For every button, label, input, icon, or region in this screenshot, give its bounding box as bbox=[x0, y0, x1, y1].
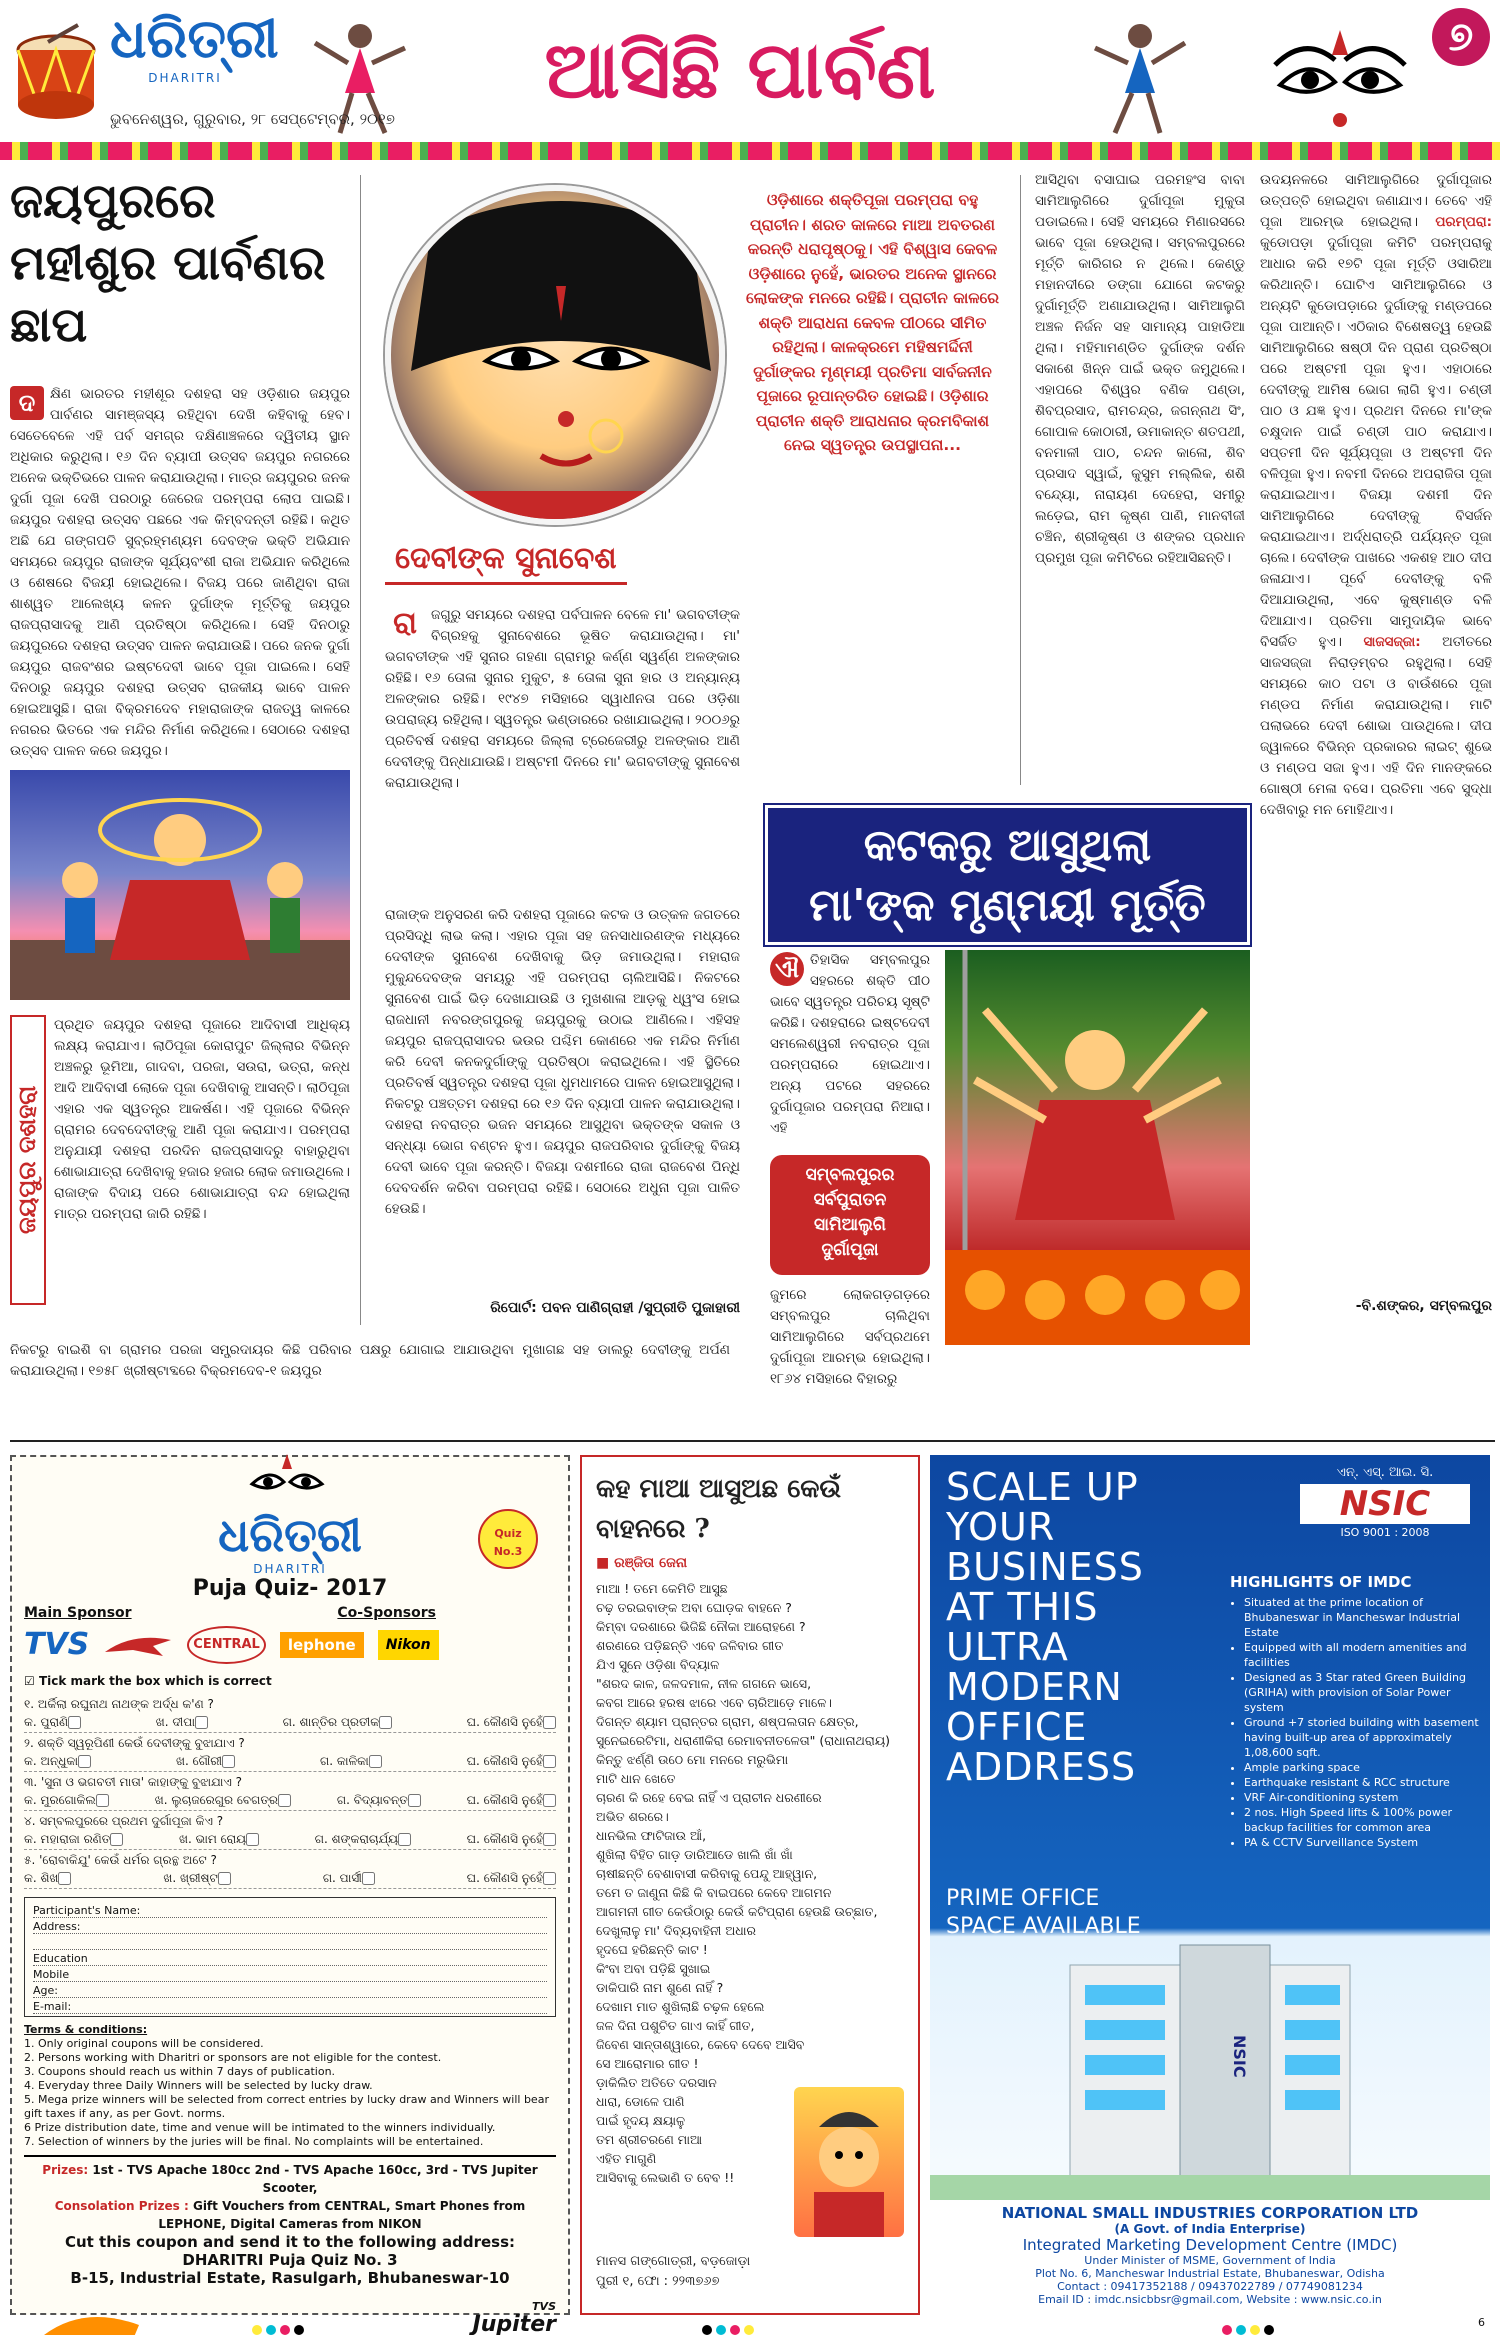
durga-eyes-small-icon bbox=[242, 1449, 332, 1509]
quiz-option-checkbox[interactable] bbox=[58, 1872, 71, 1885]
highlight-item: • Situated at the prime location of Bhubaneswar in Mancheswar Industrial Estate bbox=[1244, 1595, 1480, 1640]
quiz-logo: ଧରିତ୍ରୀ DHARITRI bbox=[218, 1508, 362, 1576]
tick-instruction: ☑ Tick mark the box which is correct bbox=[24, 1674, 272, 1688]
nsic-highlights: HIGHLIGHTS OF IMDC • Situated at the prime location of Bhubaneswar in Mancheswar Industrial Estate • Equipped with all modern amenities and facilities • Designed as 3 Star rated Green Building (GRIHA) with provision of Solar Power system • Ground +7 storied building with basement having built-up area of approximately 1,08,600 sqft. • Ample parking space • Earthquake resistant & RCC structure • VRF Air-conditioning system • 2 nos. High Speed lifts & 100% power backup facilities for common area • PA & CCTV Surveillance System bbox=[1230, 1573, 1480, 1850]
horse-icon bbox=[103, 1630, 173, 1660]
story3-badge: ସମ୍ବଲପୁରର ସର୍ବପୁରାତନ ସାମିଆଲୁଗି ଦୁର୍ଗାପୂଜା bbox=[770, 1155, 930, 1275]
story2-kicker-box bbox=[385, 535, 735, 595]
quiz-question bbox=[24, 1772, 556, 1811]
central-logo: CENTRAL bbox=[187, 1626, 266, 1664]
banner-line2: ମା'ଙ୍କ ମୃଣ୍ମୟୀ ମୂର୍ତ୍ତି bbox=[809, 880, 1206, 931]
sponsor-logos bbox=[24, 1622, 556, 1668]
form-field[interactable]: Address: bbox=[33, 1918, 547, 1934]
story2-body2: ରାଜାଙ୍କ ଅନୁସରଣ କରି ଦଶହରା ପୂଜାରେ କଟକ ଓ ଉତ୍କଳ ଜଗତରେ ପ୍ରସିଦ୍ଧି ଲାଭ କଲା। ଏହାର ପୂଜା ସହ ଜନସାଧାରଣଙ୍କ ମଧ୍ୟରେ ଦେବୀଙ୍କ ସୁନାବେଶ ଦେଖିବାକୁ ଭିଡ଼ ଜମାଉଥିଲା। ମହାରାଜ ମୁକୁନ୍ଦଦେବଙ୍କ ସମୟରୁ ଏହି ପରମ୍ପରା ଚାଲିଆସିଛି। ନିକଟରେ ସୁନାବେଶ ପାଇଁ ଭିଡ଼ ଦେଖାଯାଉଛି ଓ ମୁଖଶାଳା ଆଡ଼କୁ ଧ୍ୱଂସ ହୋଇ bbox=[385, 907, 740, 1007]
nsic-advertisement bbox=[930, 1455, 1490, 2315]
highlight-item: • Ample parking space bbox=[1244, 1760, 1480, 1775]
quiz-option-checkbox[interactable] bbox=[195, 1716, 208, 1729]
sambalpur-idol-photo bbox=[945, 950, 1250, 1345]
quiz-option[interactable]: ଖ. ଭାମ ରୋୟ bbox=[179, 1830, 259, 1848]
quiz-option-checkbox[interactable] bbox=[543, 1755, 556, 1768]
quiz-option-checkbox[interactable] bbox=[398, 1833, 411, 1846]
goddess-eyes-icon bbox=[1260, 10, 1420, 140]
form-field[interactable]: Participant's Name: bbox=[33, 1902, 547, 1918]
section-title: ଆସିଛି ପାର୍ବଣ bbox=[544, 25, 936, 116]
form-field[interactable]: E-mail: bbox=[33, 1998, 547, 2014]
story3-banner bbox=[765, 805, 1250, 945]
quiz-option[interactable]: ଖ. ଖ୍ରୀଷ୍ଟ bbox=[163, 1869, 230, 1887]
masthead-logo: ଧରିତ୍ରୀ DHARITRI bbox=[110, 6, 279, 85]
story3-dropcap: ଐ bbox=[770, 952, 804, 986]
quiz-option-checkbox[interactable] bbox=[362, 1872, 375, 1885]
masthead bbox=[0, 0, 1500, 160]
term-item: 7. Selection of winners by the juries will be final. No complaints will be entertained. bbox=[24, 2135, 484, 2148]
registration-marks-3 bbox=[1220, 2320, 1276, 2335]
scooter-icon bbox=[24, 2295, 154, 2335]
quiz-option[interactable]: ଘ. କୌଣସି ନୁହେଁ bbox=[467, 1752, 556, 1770]
story2-intro: ଓଡ଼ିଶାରେ ଶକ୍ତିପୂଜା ପରମ୍ପରା ବହୁ ପ୍ରାଚୀନ। ଶରତ କାଳରେ ମାଆ ଅବତରଣ କରନ୍ତି ଧରାପୃଷ୍ଠକୁ। ଏହି ବିଶ୍ୱାସ କେବଳ ଓଡ଼ିଶାରେ ନୁହେଁ, ଭାରତର ଅନେକ ସ୍ଥାନରେ ଲୋକଙ୍କ ମନରେ ରହିଛି। ପ୍ରାଚୀନ କାଳରେ ଶକ୍ତି ଆରାଧନା କେବଳ ପୀଠରେ ସୀମିତ ରହିଥିଲା। କାଳକ୍ରମେ ମହିଷମର୍ଦ୍ଦିନୀ ଦୁର୍ଗାଙ୍କର ମୃଣ୍ମୟୀ ପ୍ରତିମା ସାର୍ବଜନୀନ ପୂଜାରେ ରୂପାନ୍ତରିତ ହୋଇଛି। ଓଡ଼ିଶାର ପ୍ରାଚୀନ ଶକ୍ତି ଆରାଧନାର କ୍ରମବିକାଶ ନେଇ ସ୍ୱତନ୍ତ୍ର ଉପସ୍ଥାପନା... bbox=[746, 191, 999, 454]
term-item: 4. Everyday three Daily Winners will be selected by lucky draw. bbox=[24, 2079, 373, 2092]
form-field[interactable]: Education bbox=[33, 1950, 547, 1966]
goddess-face-photo bbox=[385, 185, 725, 525]
story3-body-end: ଜୁମରେ ଲୋକଗଡ଼ଗଡ଼ରେ ସମ୍ବଲପୁର ଚାଲିଥିବା ସାମିଆଲୁଗିରେ ସର୍ବପ୍ରଥମେ ଦୁର୍ଗାପୂଜା ଆରମ୍ଭ ହୋଇଥିଲା। ୧୮୬୪ ମସିହାରେ ବିହାରରୁ bbox=[770, 1287, 930, 1387]
story1-body3: ନିକଟରୁ ବାଇଶି ବା ଗ୍ରାମର ପରଜା ସମ୍ପ୍ରଦାୟର କିଛି ପରିବାର ପକ୍ଷରୁ ଯୋଗାଇ ଆଯାଉଥିବା ମୁଖାଗଛ ସହ ଡାଲରୁ ଦେବୀଙ୍କୁ ଅର୍ପଣ କରାଯାଉଥିଲା। ୧୭୫୮ ଖ୍ରୀଷ୍ଟାବ୍ଦରେ ବିକ୍ରମଦେବ-୧ ଜୟପୁର bbox=[10, 1342, 730, 1379]
story2-body3: ରାଜଧାନୀ ନବରଙ୍ଗପୁରକୁ ଜୟପୁରକୁ ଉଠାଇ ଆଣିଲେ। ଏହିସହ ଜୟପୁର ରାଜପ୍ରାସାଦର ଭଉର ପଶ୍ଚିମ କୋଣରେ ଏକ ମନ୍ଦିର ନିର୍ମାଣ କରି ଦେବୀ କନକଦୁର୍ଗାଙ୍କୁ ପ୍ରତିଷ୍ଠା କରାଇଥିଲେ। ଏହି ସ୍ଥିତିରେ ପ୍ରତିବର୍ଷ ସ୍ୱତନ୍ତ୍ର ଦଶହରା ପୂଜା ଧୁମଧାମରେ ପାଳନ ହୋଇଆସୁଥିଲା। ନିକଟରୁ ପଞ୍ଚତ୍ତମ ଦଶହରା ରେ ୧୬ ଦିନ ବ୍ୟାପୀ ପାଳନ କରାଯାଉଥିଲା। ଦଶହରା ନବରାତ୍ର ଭଜନ ସମୟରେ ଆସୁଥିବା ଭକ୍ତଙ୍କ ସକାଳ ଓ ସନ୍ଧ୍ୟା ଭୋଗ ବଣ୍ଟନ ହୁଏ। ଜୟପୁର ରାଜପରିବାର ଦୁର୍ଗାଙ୍କୁ ବିଜୟ ଦେବୀ ଭାବେ ପୂଜା କରନ୍ତି। ବିଜୟା ଦଶମୀରେ ରାଜା ରାଜବେଶ ପିନ୍ଧି ଦେବଦର୍ଶନ କରିବା ପରମ୍ପରା ରହିଛି। ସେଠାରେ ଅଧୁନା ପୂଜା ପାଳିତ ହେଉଛି। bbox=[385, 1012, 740, 1217]
poem-title: କହ ମାଆ ଆସୁଅଛ କେଉଁ ବାହନରେ ? bbox=[596, 1474, 842, 1544]
tvs-logo: TVS bbox=[24, 1627, 90, 1662]
highlight-item: • VRF Air-conditioning system bbox=[1244, 1790, 1480, 1805]
dancer-right-icon bbox=[1080, 18, 1200, 138]
term-item: 2. Persons working with Dharitri or sponsors are not eligible for the contest. bbox=[24, 2051, 442, 2064]
highlight-item: • PA & CCTV Surveillance System bbox=[1244, 1835, 1480, 1850]
form-field[interactable]: Age: bbox=[33, 1982, 547, 1998]
lephone-logo: lephone bbox=[280, 1632, 364, 1658]
term-item: 5. Mega prize winners will be selected from correct entries by lucky draw and Winners will bear gift taxes if any, as per Govt. norms. bbox=[24, 2093, 549, 2120]
poem-goddess-image bbox=[794, 2087, 904, 2237]
story3-col1: ଆସିଥିବା ବସାଘାଇ ପରମହଂସ ବାବା ସାମିଆଲୁଗିରେ ଦୁର୍ଗାପୂଜା ମୁକୁତା ପଡାଇଲେ। ସେହି ସମୟରେ ମିଣାରସରେ ଭାବେ ପୂଜା ହେଉଥିଲା। ସମ୍ବଲପୁରରେ ମୂର୍ତ୍ତି କାରିଗର ନ ଥିଲେ। କେଣ୍ଡୁ ମହାନଦୀରେ ଡଙ୍ଗା ଯୋଗେ କଟକରୁ ଦୁର୍ଗାମୂର୍ତ୍ତି ଅଣାଯାଉଥିଲା। ସାମିଆଲୁଗି ଅଞ୍ଚଳ ନିର୍ଜନ ସହ ସାମାନ୍ୟ ପାହାଡିଆ ଥିଲା। ମହିମାମଣ୍ଡିତ ଦୁର୍ଗାଙ୍କ ଦର୍ଶନ ସକାଶେ ଖିନ୍ନ ପାଇଁ ଭକ୍ତ ଜମୁଥିଲେ। ଏହାପରେ ବିଶ୍ୱର ବଣିକ ପଣ୍ଡା, ଶିବପ୍ରସାଦ, ରାମଚନ୍ଦ୍ର, ଜଗନ୍ନାଥ ସିଂ, ଗୋପାଳ କୋଠାରୀ, ଉମାକାନ୍ତ ଶତପଥୀ, ବନମାଳୀ ପାଠ, ଚନ୍ଦନ କାଳୋ, ଶିବ ପ୍ରସାଦ ସ୍ୱାଇଁ, କୁସୁମ ମଲ୍ଲିକ, ଶଶି ବନ୍ଦ୍ୟୋ, ନାରାୟଣ ଦେହେରା, ସମୀରୁ ଲଡ଼େଇ, ରାମ କୃଷ୍ଣ ପାଣି, ମାନବୀଜୀ ଚଞ୍ଚିନ, ଶ୍ରୀକୃଷ୍ଣ ଓ ଶଙ୍କର ପ୍ରଧାନ ପ୍ରମୁଖ ପୂଜା କମିଟିରେ ରହିଆସିଛନ୍ତି। bbox=[1035, 172, 1245, 566]
page-number: ୭ bbox=[1432, 8, 1490, 66]
quiz-title: Puja Quiz- 2017 bbox=[192, 1576, 388, 1601]
quiz-option-checkbox[interactable] bbox=[222, 1755, 235, 1768]
highlight-item: • Equipped with all modern amenities and facilities bbox=[1244, 1640, 1480, 1670]
poem-signature: ମାନସ ଗଙ୍ଗୋତ୍ରୀ, ବଡ଼ଜୋଡ଼ା ପୁରୀ ୧, ଫୋ : ୨୨୩୭୬୭ bbox=[596, 2254, 751, 2289]
jupiter-logo: Jupiter bbox=[472, 2312, 556, 2335]
term-item: 6 Prize distribution date, time and venue will be intimated to the winners individually. bbox=[24, 2121, 496, 2134]
term-item: 3. Coupons should reach us within 7 days of publication. bbox=[24, 2065, 336, 2078]
quiz-question bbox=[24, 1733, 556, 1772]
quiz-question-text: ୧. ଅର୍କିଲା ରଘୁନାଥ ନାଥଙ୍କ ଅର୍ଦ୍ଧ କ'ଣ ? bbox=[24, 1697, 214, 1711]
story1-body: ଦ କ୍ଷିଣ ଭାରତର ମହୀଶୂର ଦଶହରା ସହ ଓଡ଼ିଶାର ଜୟପୁର ପାର୍ବଣର ସାମଞ୍ଜସ୍ୟ ରହିଥିବା ଦେଖି କହିବାକୁ ହେବ। ସେତେବେଳେ ଏହି ପର୍ବ ସମଗ୍ର ଦକ୍ଷିଣାଞ୍ଚଳରେ ଦ୍ୱିତୀୟ ସ୍ଥାନ ଅଧିକାର କରୁଥିଲା। ୧୬ ଦିନ ବ୍ୟାପୀ ଉତ୍ସବ ଜୟପୁର ନଗରରେ ଅନେକ ଭକ୍ତିଭରେ ପାଳନ କରାଯାଉଥିଲା। ମାତ୍ର ଜୟପୁରର ଜନକ ଦୁର୍ଗା ପୂଜା ଦେଖି ପରଠାରୁ ଜେରେଜ ପରମ୍ପରା ଲୋପ ପାଇଛି। ଜୟପୁର ଦଶହରା ଉତ୍ସବ ପଛରେ ଏକ କିମ୍ବଦନ୍ତୀ ରହିଛି। କଥିତ ଅଛି ଯେ ଗଙ୍ଗପତି ସୁବ୍ରହ୍ମଣ୍ୟମ ଦେବଙ୍କ ଭକ୍ତି ଅଭିଯାନ ସମୟରେ ଜୟପୁର ରାଜାଙ୍କ ସୂର୍ଯ୍ୟବଂଶୀ ରାଜା ଅଭିଯାନ କରିଥିଲେ ଓ ଶେଷରେ ବିଜୟୀ ହୋଇଥିଲେ। ବିଜୟ ପରେ ଜାଣିଥିବା ରାଜା ଶାଶ୍ୱତ ଆଲେଖ୍ୟ କଳନ ଦୁର୍ଗାଙ୍କ ମୂର୍ତ୍ତିକୁ ଜୟପୁର ରାଜପ୍ରାସାଦକୁ ଆଣି ପ୍ରତିଷ୍ଠା କରିଥିଲେ। ସେହି ଦିନଠାରୁ ଜୟପୁରରେ ଦଶହରା ଉତ୍ସବ ପାଳନ କରାଯାଉଛି। ପରେ ଜନକ ଦୁର୍ଗା ଜୟପୁର ରାଜବଂଶର ଇଷ୍ଟଦେବୀ ଭାବେ ପୂଜା ପାଇଲେ। ସେହି ଦିନଠାରୁ ଜୟପୁର ଦଶହରା ଉତ୍ସବ ରାଜକୀୟ ଭାବେ ପାଳନ ହୋଇଆସୁଛି। ରାଜା ବିକ୍ରମଦେବ ମହାରାଜାଙ୍କ ରାଜତ୍ୱ କାଳରେ ନଗରର ଭିତରେ ଏକ ମନ୍ଦିର ନିର୍ମାଣ କରିଥିଲେ। ସେଠାରେ ଦଶହରା ଉତ୍ସବ ପାଳନ କରେ ଜୟପୁର। bbox=[10, 386, 350, 759]
puja-quiz-coupon bbox=[10, 1455, 570, 2335]
footer-page-marker: 6 bbox=[1478, 2316, 1485, 2329]
quiz-option[interactable]: ଘ. କୌଣସି ନୁହେଁ bbox=[467, 1713, 556, 1731]
banner-line1: କଟକରୁ ଆସୁଥିଲା bbox=[863, 820, 1152, 871]
quiz-option[interactable]: କ. ମୁରଗୋକିଲ bbox=[24, 1791, 109, 1809]
quiz-question-text: ୩. 'ସୁନା ଓ ଭଗବତୀ ମାତା' କାହାଙ୍କୁ ବୁଝାଯାଏ ? bbox=[24, 1775, 242, 1789]
story-jaypur bbox=[10, 170, 350, 1330]
quiz-option[interactable]: କ. ମହାରାଜା ରଣିତ bbox=[24, 1830, 123, 1848]
quiz-question-text: ୨. ଶକ୍ତି ସ୍ୱରୂପିଣୀ କେଉଁ ଦେବୀଙ୍କୁ ବୁଝାଯାଏ ? bbox=[24, 1736, 245, 1750]
registration-marks-2 bbox=[700, 2320, 756, 2335]
column-rule bbox=[360, 175, 361, 1325]
story1-headline: ଜୟପୁରରେ ମହୀଶୁର ପାର୍ବଣର ଛାପ bbox=[10, 173, 326, 353]
story2-byline: ରିପୋର୍ଟ: ପବନ ପାଣିଗ୍ରାହୀ /ସୁପ୍ରୀତି ପୁଜାହାରୀ bbox=[490, 1300, 740, 1316]
drum-icon bbox=[8, 20, 103, 125]
quiz-option[interactable]: ଖ. ଦୀପା bbox=[156, 1713, 208, 1731]
story3-col2: ଉଦୟନଳରେ ସାମିଆଲୁଗିରେ ଦୁର୍ଗାପୂଜାର ଉତ୍ପତ୍ତି ହୋଇଥିବା ଜଣାଯାଏ। ତେବେ ଏହି ପୂଜା ଆରମ୍ଭ ହୋଇଥିଲା। ପରମ୍ପରା: କୁଡୋପଡ଼ା ଦୁର୍ଗାପୂଜା କମିଟି ପରମ୍ପରାକୁ ଆଧାର କରି ୧୭ଟି ପୂଜା ମୂର୍ତ୍ତି ଓସାରିଆ କରିଥାନ୍ତି। ଘୋଟିଏ ସାମିଆଲୁଗିରେ ଓ ଅନ୍ୟଟି କୁଡୋପଡ଼ାରେ ଦୁର୍ଗାଙ୍କୁ ମଣ୍ଡପରେ ପୂଜା ପାଆନ୍ତି। ଏଠିକାର ବିଶେଷତ୍ୱ ହେଉଛି ସାମିଆଲୁଗିରେ ଷଷ୍ଠୀ ଦିନ ପ୍ରାଣ ପ୍ରତିଷ୍ଠା ପରେ ଅଷ୍ଟମୀ ପୂଜା ହୁଏ। ଏହାଠାରେ ଦେବୀଙ୍କୁ ଆମିଷ ଭୋଗ ଲାଗି ହୁଏ। ଚଣ୍ଡୀ ପାଠ ଓ ଯଜ୍ଞ ହୁଏ। ପ୍ରଥମ ଦିନରେ ମା'ଙ୍କ ଚକ୍ଷୁଦାନ ପାଇଁ ଚଣ୍ଡୀ ପାଠ କରାଯାଏ। ସପ୍ତମୀ ଦିନ ସୂର୍ଯ୍ୟପୂଜା ଓ ଅଷ୍ଟମୀ ଦିନ ବଳିପୂଜା ହୁଏ। ନବମୀ ଦିନରେ ଅପରାଜିତା ପୂଜା କରାଯାଇଥାଏ। ବିଜୟା ଦଶମୀ ଦିନ ସାମିଆଲୁଗିରେ ଦେବୀଙ୍କୁ ବିସର୍ଜନ କରାଯାଇଥାଏ। ଅର୍ଦ୍ଧରାତ୍ରି ପର୍ଯ୍ୟନ୍ତ ପୂଜା ଚାଲେ। ଦେବୀଙ୍କ ପାଖରେ ଏକଶହ ଆଠ ଦୀପ ଜଳାଯାଏ। ପୂର୍ବେ ଦେବୀଙ୍କୁ ବଳି ଦିଆଯାଉଥିଲା, ଏବେ କୁଷ୍ମାଣ୍ଡ ବଳି ଦିଆଯାଏ। ପ୍ରତିମା ସାମୁଦାୟିକ ଭାବେ ବିସର୍ଜିତ ହୁଏ। ସାଜସଜ୍ଜା: ଅତୀତରେ ସାଜସଜ୍ଜା ନିରାଡ଼ମ୍ବର ରହୁଥିଲା। ସେହି ସମୟରେ କାଠ ପଟା ଓ ବାଉଁଶରେ ପୂଜା ମଣ୍ଡପ ନିର୍ମାଣ କରାଯାଉଥିଲା। ମାଟି ପଲାଭରେ ଦେବୀ ଶୋଭା ପାଉଥିଲେ। ଦୀପ ଜ୍ୱାଳରେ ବିଭିନ୍ନ ପ୍ରକାରର ଲାଇଟ୍ ଶୁଭେ ଓ ମଣ୍ଡପ ସଜା ହୁଏ। ଏହି ଦିନ ମାନଙ୍କରେ ଗୋଷ୍ଠୀ ମେଳା ବସେ। ପ୍ରତିମା ଏବେ ସୁଦ୍ଧା ଦେଖିବାରୁ ମନ ମୋହିଥାଏ। bbox=[1260, 172, 1492, 818]
quiz-option-checkbox[interactable] bbox=[246, 1833, 259, 1846]
quiz-questions bbox=[24, 1694, 556, 1889]
quiz-option-checkbox[interactable] bbox=[78, 1755, 91, 1768]
parampara-label: ପରମ୍ପରା: bbox=[1435, 214, 1492, 230]
nsic-contact: NATIONAL SMALL INDUSTRIES CORPORATION LTD (A Govt. of India Enterprise) Integrated Marketing Development Centre (IMDC) Under Minister of MSME, Government of India Plot No. 6, Mancheswar Industrial Estate, Bhubaneswar, Odisha Contact : 09417352188 / 09437022789 / 07749081234 Email ID : imdc.nsicbbsr@gmail.com, Website : www.nsic.co.in bbox=[930, 2200, 1490, 2315]
nsic-logo: NSIC bbox=[1300, 1484, 1470, 1524]
quiz-option-checkbox[interactable] bbox=[68, 1716, 81, 1729]
quiz-option-checkbox[interactable] bbox=[110, 1833, 123, 1846]
story3-body: ଐ ତିହାସିକ ସମ୍ବଲପୁର ସହରରେ ଶକ୍ତି ପୀଠ ଭାବେ ସ୍ୱତନ୍ତ୍ର ପରିଚୟ ସୃଷ୍ଟି କରିଛି। ଦଶହରାରେ ଇଷ୍ଟଦେବୀ ସମଲେଶ୍ୱରୀ ନବରାତ୍ର ପୂଜା ପରମ୍ପରାରେ ହୋଇଥାଏ। ଅନ୍ୟ ପଟରେ ସହରରେ ଦୁର୍ଗାପୂଜାର ପରମ୍ପରା ନିଆରା। ଏହି bbox=[770, 952, 930, 1136]
poem-goddess-photo bbox=[794, 2087, 904, 2237]
quiz-footer-ad: TVS Jupiter bbox=[24, 2295, 556, 2335]
sponsor-labels: Main Sponsor Co-Sponsors bbox=[24, 1605, 436, 1621]
quiz-option[interactable]: କ. ଶିଖ bbox=[24, 1869, 71, 1887]
quiz-question bbox=[24, 1850, 556, 1889]
highlight-item: • Ground +7 storied building with basement having built-up area of approximately 1,08,600 sqft. bbox=[1244, 1715, 1480, 1760]
quiz-option[interactable]: ଖ. ଲୁଚାଜରେଗୁର ବେଗତ୍ର bbox=[155, 1791, 291, 1809]
quiz-option-checkbox[interactable] bbox=[96, 1794, 109, 1807]
quiz-badge: Quiz No.3 bbox=[478, 1509, 538, 1569]
quiz-question-text: ୫. 'ରୋବାକିଯୁ' କେଉଁ ଧର୍ମର ଗ୍ରନ୍ଥ ଅଟେ ? bbox=[24, 1853, 217, 1867]
goddess-face-image bbox=[391, 191, 725, 525]
masthead-border bbox=[0, 142, 1500, 160]
quiz-option[interactable]: ଖ. ଗୌରୀ bbox=[176, 1752, 235, 1770]
quiz-option[interactable]: କ. ପୁରାଣି bbox=[24, 1713, 81, 1731]
participant-form bbox=[24, 1897, 556, 2017]
story1-body2: ପ୍ରଥିତ ଜୟପୁର ଦଶହରା ପୂଜାରେ ଆଦିବାସୀ ଆଧିକ୍ୟ ଲକ୍ଷ୍ୟ କରାଯାଏ। ଲାଠିପୂଜା କୋରାପୁଟ ଜିଲ୍ଲାର ବିଭିନ୍ନ ଅଞ୍ଚଳରୁ ଭୂମିଆ, ଗାଦବା, ପରଜା, ସଉରା, ଭତ୍ରା, କନ୍ଧ ଆଦି ଆଦିବାସୀ ଲୋକେ ପୂଜା ଦେଖିବାକୁ ଆସନ୍ତି। ଲାଠିପୂଜା ଏହାର ଏକ ସ୍ୱତନ୍ତ୍ର ଆକର୍ଷଣ। ଏହି ପୂଜାରେ ବିଭିନ୍ନ ଗ୍ରାମର ଦେବଦେବୀଙ୍କୁ ଆଣି ପୂଜା କରାଯାଏ। ପରମ୍ପରା ଅନୁଯାୟୀ ଦଶହରା ପରଦିନ ରାଜପ୍ରାସାଦରୁ ବାହାରୁଥିବା ଶୋଭାଯାତ୍ରା ଦେଖିବାକୁ ହଜାର ହଜାର ଲୋକ ଜମାଉଥିଲେ। ରାଜାଙ୍କ ବିଦାୟ ପରେ ଶୋଭାଯାତ୍ରା ବନ୍ଦ ହୋଇଥିଲା ମାତ୍ର ପରମ୍ପରା ଜାରି ରହିଛି। bbox=[54, 1017, 350, 1222]
story3-byline: -ବି.ଶଙ୍କର, ସମ୍ବଲପୁର bbox=[1355, 1298, 1492, 1314]
highlight-item: • 2 nos. High Speed lifts & 100% power backup facilities for common area bbox=[1244, 1805, 1480, 1835]
story1-vertical-caption: ଜୟପୁର ଦଶହରା bbox=[10, 1015, 46, 1305]
quiz-option-checkbox[interactable] bbox=[379, 1716, 392, 1729]
nsic-headline: SCALE UP YOUR BUSINESS AT THIS ULTRA MODERN OFFICE ADDRESS bbox=[946, 1465, 1144, 1789]
sajasajja-label: ସାଜସଜ୍ଜା: bbox=[1363, 634, 1421, 650]
quiz-option-checkbox[interactable] bbox=[543, 1872, 556, 1885]
dateline: ଭୁବନେଶ୍ୱର, ଗୁରୁବାର, ୨୮ ସେପ୍ଟେମ୍ବର, ୨୦୧୭ bbox=[110, 110, 395, 128]
quiz-option[interactable]: ଗ. ଶଙ୍କରାଚାର୍ଯ୍ୟ bbox=[315, 1830, 411, 1848]
story1-dropcap: ଦ bbox=[10, 386, 44, 420]
quiz-question bbox=[24, 1811, 556, 1850]
nikon-logo: Nikon bbox=[378, 1630, 439, 1660]
quiz-question bbox=[24, 1694, 556, 1733]
form-fields bbox=[33, 1902, 547, 2014]
registration-marks bbox=[250, 2320, 306, 2335]
quiz-option[interactable]: କ. ଅନ୍ଧୁକା bbox=[24, 1752, 91, 1770]
quiz-question-text: ୪. ସମ୍ବଲପୁରରେ ପ୍ରଥମ ଦୁର୍ଗାପୂଜା କିଏ ? bbox=[24, 1814, 224, 1828]
form-field[interactable]: Mobile bbox=[33, 1966, 547, 1982]
sambalpur-idol-image bbox=[945, 950, 1250, 1345]
quiz-option-checkbox[interactable] bbox=[408, 1794, 421, 1807]
quiz-option-checkbox[interactable] bbox=[369, 1755, 382, 1768]
poem-box bbox=[580, 1455, 920, 2315]
highlight-item: • Designed as 3 Star rated Green Building (GRIHA) with provision of Solar Power system bbox=[1244, 1670, 1480, 1715]
quiz-option-checkbox[interactable] bbox=[278, 1794, 291, 1807]
quiz-terms: Terms & conditions: 1. Only original coupons will be considered. 2. Persons working with Dharitri or sponsors are not eligible for the contest. 3. Coupons should reach us within 7 days of publication. 4. Everyday three Daily Winners will be selected by lucky draw. 5. Mega prize winners will be selected from correct entries by lucky draw and Winners will bear gift taxes if any, as per Govt. norms. 6 Prize distribution date, time and venue will be intimated to the winners individually. 7. Selection of winners by the juries will be final. No complaints will be entertained. bbox=[24, 2023, 556, 2149]
quiz-option-checkbox[interactable] bbox=[218, 1872, 231, 1885]
highlight-item: • Earthquake resistant & RCC structure bbox=[1244, 1775, 1480, 1790]
column-rule-2 bbox=[1020, 175, 1021, 785]
quiz-option-checkbox[interactable] bbox=[543, 1794, 556, 1807]
quiz-option[interactable]: ଗ. କାଳିକା bbox=[320, 1752, 382, 1770]
quiz-option[interactable]: ଗ. ବିଦ୍ୟାବନ୍ତ bbox=[337, 1791, 421, 1809]
story2-body1: ରା ଜଗୁରୁ ସମୟରେ ଦଶହରା ପର୍ବପାଳନ ବେଳେ ମା' ଭଗବତୀଙ୍କ ବିଗ୍ରହକୁ ସୁନାବେଶରେ ଭୂଷିତ କରାଯାଉଥିଲା। ମା' ଭଗବତୀଙ୍କ ଏହି ସୁନାର ଗହଣା ଗ୍ରାମରୁ କର୍ଣ୍ଣ ସ୍ୱର୍ଣ୍ଣ ଅଳଙ୍କାର ରହିଛି। ୧୬ ତୋଳା ସୁନାର ମୁକୁଟ, ୫ ତୋଳା ସୁନା ହାର ଓ ଅନ୍ୟାନ୍ୟ ଅଳଙ୍କାର ରହିଛି। ୧୯୪୭ ମସିହାରେ ସ୍ୱାଧୀନତା ପରେ ଓଡ଼ିଶା ଉପରାଜ୍ୟ ରହିଥିଲା। ସ୍ୱତନ୍ତ୍ର ଭଣ୍ଡାରରେ ରଖାଯାଇଥିଲା। ୨୦୦୬ରୁ ପ୍ରତିବର୍ଷ ଦଶହରା ସମୟରେ ଜିଲ୍ଲା ଟ୍ରେଜେରୀରୁ ଅଳଙ୍କାର ଆଣି ଦେବୀଙ୍କୁ ପିନ୍ଧାଯାଉଛି। ଅଷ୍ଟମୀ ଦିନରେ ମା' ଭଗବତୀଙ୍କୁ ସୁନାବେଶ କରାଯାଉଥିଲା। bbox=[385, 606, 740, 791]
nsic-prime: PRIME OFFICE SPACE AVAILABLE bbox=[946, 1886, 1141, 1939]
term-item: 1. Only original coupons will be considered. bbox=[24, 2037, 264, 2050]
quiz-option[interactable]: ଘ. କୌଣସି ନୁହେଁ bbox=[467, 1830, 556, 1848]
idol-image bbox=[10, 770, 350, 1000]
quiz-option[interactable]: ଘ. କୌଣସି ନୁହେଁ bbox=[467, 1869, 556, 1887]
story2-kicker: ଦେବୀଙ୍କ ସୁନାବେଶ bbox=[385, 535, 627, 585]
quiz-option[interactable]: ଘ. କୌଣସି ନୁହେଁ bbox=[467, 1791, 556, 1809]
nsic-building-image bbox=[930, 1925, 1490, 2205]
story2-dropcap: ରା bbox=[393, 606, 417, 641]
poem-text: ମାଆ ! ତମେ କେମିତି ଆସୁଛ ଚଢ଼ ତରଇବାଙ୍କ ଅବା ଘୋଡ଼କ ବାହନେ ? କିମ୍ବା ଦରଶାରେ ଭିଜିଛି ନୌକା ଆରୋହଣେ ? ଶରଣରେ ପଡ଼ିଛନ୍ତି ଏବେ ଜଳିବାର ଗୀତ ଯିଏ ସୁନେ ଓଡ଼ିଶା ବିଦ୍ୟାଳ "ଶରଦ କାଳ, ଜଳଦମାଳ, ନୀଳ ଗଗନେ ଭାସେ, କବଗ ଆରେ ହରଷ ଝାରେ ଏବେ ଚାରିଆଡ଼େ ମାଳେ। ଦିଗନ୍ତ ଶ୍ୟାମ ପ୍ରାନ୍ତର ଗ୍ରାମ, ଶଷ୍ପଲତାନ କ୍ଷେତ୍ର, ସୁନେଇରେଟିମା, ଧରାଣୀକିରା ରେମାବନୀତଳେତା" (ରାଧାନାଥରାୟ) କିନ୍ତୁ ଝର୍ଣ୍ଣି ଉଠେ ମୋ ମନରେ ମରୁଭିମା ମାଟି ଧାନ ଖେତେ ଚାରଣ କି ରହେ ବେଇ ନାହିଁ ଏ ପ୍ରାଚୀନ ଧରଣୀରେ ଅଭିତ ଶରରେ। ଧାନଭିଲ ଫାଟିଜାଉ ଆଁ, ଶୁଖିଲା ବିହିତ ଗାଡ଼ ଡାରିଆଡେ ଖାଲି ଖାଁ ଖାଁ ଚାଷୀଛନ୍ତି ବେଶାବାସୀ କରିବାକୁ ପେନ୍ଦୁ ଆହ୍ୱାନ, ତମେ ତ ଜାଣୁନା କିଛି କି ବାଇପରେ କେବେ ଆଗମନ ଆଗମନୀ ଗୀତ କେଉଁଠାରୁ କେଉଁ କଟିପ୍ରାଣ ହେଉଛି ଉଚ୍ଛାତ, ଦେଖୁଲାଳୁ ମା' ଦିବ୍ୟବାହିନୀ ଅଧାର ହୃଦଘେ ହରିଛନ୍ତି କାଟ ! କିଂବା ଅବା ପଡ଼ିଛି ସୁଖାଇ ଡାକିପାରି ନାମ ଶୁଣେ ନାହିଁ ? ଦେଖାମ ମାତ ଶୁଖିଲାଛି ଚଢ଼ଳ ହେଲେ ଜଳ ଦିନା ପଶୁଚିତ ଗାଏ କାହିଁ ଗୀତ, ଜିବେଣ ସାନ୍ତାଶ୍ୱାରେ, କେବେ ଦେବେ ଆସିବ ସେ ଆରୋମାର ଗୀତ ! ଡ଼ାକିଲିତ ଅତିତେ ଦରସାନ ଧାରା, ଡୋଳେ ପାଣି ପାଇଁ ହୃଦୟ କ୍ଷୟାଳୁ ତମ ଶ୍ରୀଚରଣେ ମାଆ ଏହିତ ମାଗୁଣି ଆସିବାକୁ ଲେଭାଣି ତ ବେବ !! bbox=[596, 1581, 891, 2185]
checkbox-icon: ☑ bbox=[24, 1674, 39, 1688]
quiz-option-checkbox[interactable] bbox=[543, 1833, 556, 1846]
form-field[interactable] bbox=[33, 1934, 547, 1950]
quiz-option[interactable]: ଗ. ପାର୍ସୀ bbox=[323, 1869, 375, 1887]
quiz-prizes: Prizes: 1st - TVS Apache 180cc 2nd - TVS Apache 160cc, 3rd - TVS Jupiter Scooter, Consolation Prizes : Gift Vouchers from CENTRAL, Smart Phones from LEPHONE, Digital Cameras from NIKON Cut this coupon and send it to the following address: DHARITRI Puja Quiz No. 3 B-15, Industrial Estate, Rasulgarh, Bhubaneswar-10 bbox=[24, 2155, 556, 2287]
building-sign: NSIC bbox=[1230, 2035, 1249, 2078]
section-rule bbox=[10, 1440, 1495, 1442]
quiz-option-checkbox[interactable] bbox=[543, 1716, 556, 1729]
durga-idol-photo bbox=[10, 770, 350, 1000]
poem-author: ■ ରଞ୍ଜିତା ଜେନା bbox=[596, 1555, 688, 1571]
quiz-option[interactable]: ଗ. ଶାନ୍ତିର ପ୍ରତୀକ bbox=[283, 1713, 392, 1731]
nsic-logo-block: ଏନ୍. ଏସ୍. ଆଇ. ସି. NSIC ISO 9001 : 2008 bbox=[1300, 1465, 1470, 1539]
